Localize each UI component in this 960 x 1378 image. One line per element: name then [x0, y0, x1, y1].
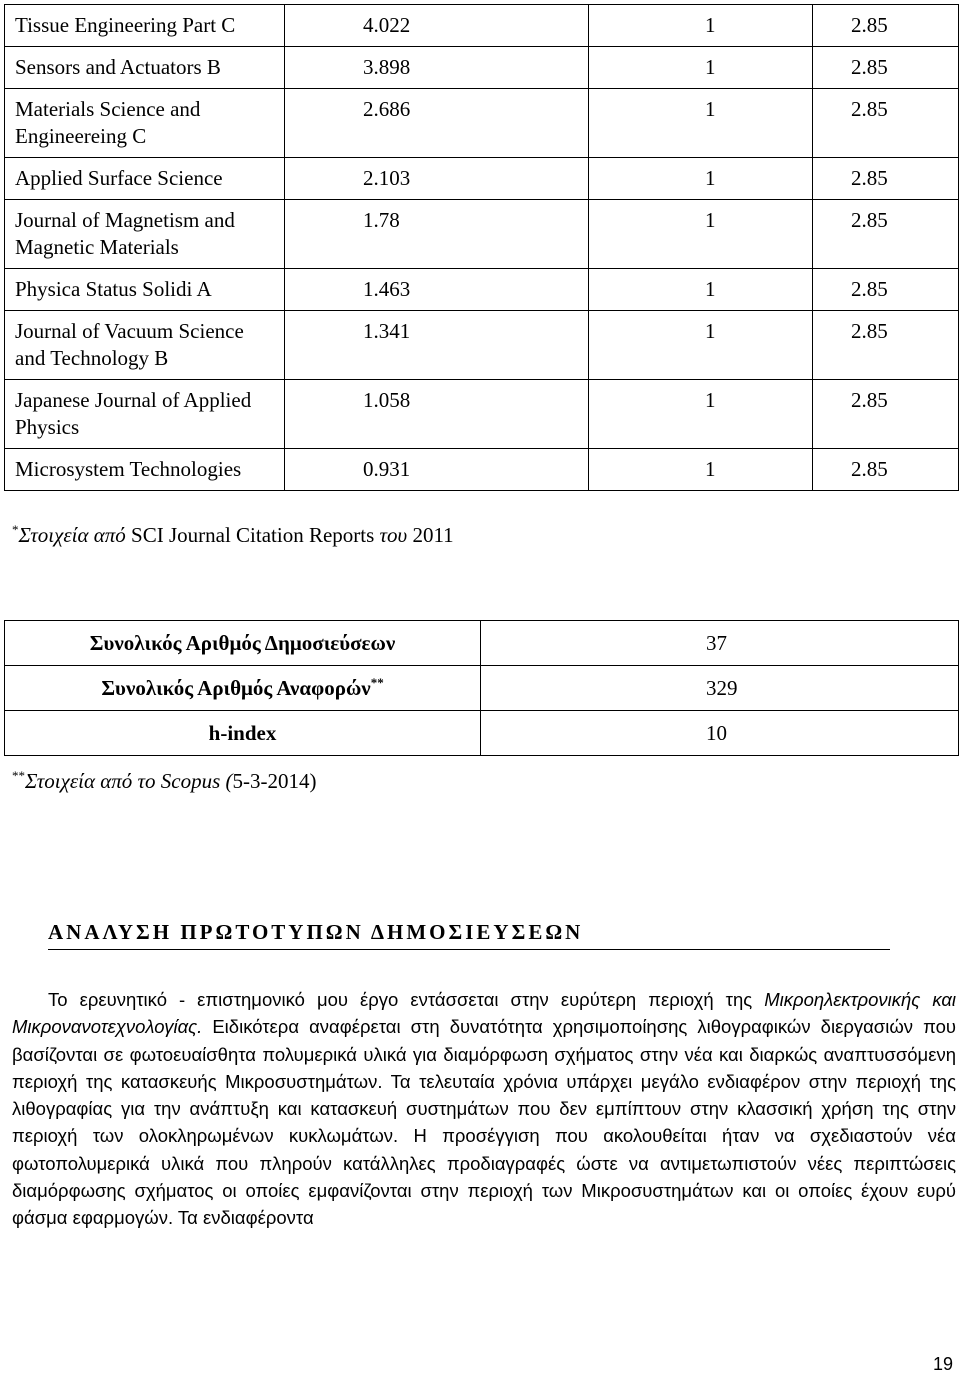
journal-row [5, 47, 959, 89]
journal-row [5, 158, 959, 200]
impact-factor: 2.103 [285, 158, 589, 200]
summary-table [4, 620, 959, 756]
publication-count: 1 [589, 200, 813, 269]
score: 2.85 [813, 47, 959, 89]
publication-count: 1 [589, 269, 813, 311]
scopus-footnote-date: 5-3-2014) [232, 769, 317, 793]
publications-value: 37 [481, 621, 959, 666]
journal-row [5, 311, 959, 380]
publication-count: 1 [589, 449, 813, 491]
impact-factor: 1.463 [285, 269, 589, 311]
citations-label: Συνολικός Αριθμός Αναφορών [101, 675, 371, 700]
journal-name: Physica Status Solidi A [5, 269, 285, 311]
impact-factor: 0.931 [285, 449, 589, 491]
citations-label-cell [5, 666, 481, 711]
publication-count: 1 [589, 89, 813, 158]
score: 2.85 [813, 200, 959, 269]
impact-factor: 2.686 [285, 89, 589, 158]
footnote-italic-prefix: Στοιχεία από [18, 523, 126, 547]
journal-name: Japanese Journal of Applied Physics [5, 380, 285, 449]
journal-row [5, 5, 959, 47]
journal-row [5, 269, 959, 311]
journal-name: Journal of Vacuum Science and Technology B [5, 311, 285, 380]
summary-row-publications [5, 621, 959, 666]
journal-row [5, 200, 959, 269]
footnote-marker: * [12, 522, 19, 537]
footnote-year: 2011 [407, 523, 454, 547]
paragraph-rest: Ειδικότερα αναφέρεται στη δυνατότητα χρησιμοποίησης λιθογραφικών διεργασιών που βασίζονται σε φωτοευαίσθητα πολυμερικά υλικά για διαμόρφωση σχήματος στην νέα και διαρκώς αναπτυσσόμενη περιοχή της κατασκευής Μικροσυστημάτων. Τα τελευταία χρόνια υπάρχει μεγάλο ενδιαφέρον στην περιοχή της λιθογραφίας για την ανάπτυξη και κατασκευή συστημάτων που δεν εμπίπτουν στην κλασσική χρήση της στην περιοχή των ολοκληρωμένων κυκλωμάτων. Η προσέγγιση που ακολουθείται ήταν να σχεδιαστούν νέα φωτοπολυμερικά υλικά που πληρούν κατάλληλες προδιαγραφές ώστε να αντιμετωπιστούν νέες περιπτώσεις διαμόρφωσης σχήματος οι οποίες εμφανίζονται στην περιοχή των Μικροσυστημάτων και οι οποίες έχουν ευρύ φάσμα εφαρμογών. Τα ενδιαφέροντα [12, 1016, 956, 1229]
footnote-source: SCI Journal Citation Reports [125, 523, 380, 547]
footnote-italic-mid: του [379, 523, 408, 547]
hindex-value: 10 [481, 711, 959, 756]
scopus-footnote-marker: ** [12, 768, 25, 783]
publication-count: 1 [589, 158, 813, 200]
journal-name: Sensors and Actuators B [5, 47, 285, 89]
score: 2.85 [813, 311, 959, 380]
journal-name: Applied Surface Science [5, 158, 285, 200]
citations-value: 329 [481, 666, 959, 711]
citations-marker: ** [370, 674, 384, 690]
publication-count: 1 [589, 5, 813, 47]
body-paragraph [12, 986, 956, 1232]
score: 2.85 [813, 89, 959, 158]
journal-name: Journal of Magnetism and Magnetic Materials [5, 200, 285, 269]
publications-label: Συνολικός Αριθμός Δημοσιεύσεων [5, 621, 481, 666]
score: 2.85 [813, 449, 959, 491]
score: 2.85 [813, 5, 959, 47]
score: 2.85 [813, 158, 959, 200]
score: 2.85 [813, 269, 959, 311]
impact-factor: 4.022 [285, 5, 589, 47]
summary-row-hindex [5, 711, 959, 756]
summary-row-citations [5, 666, 959, 711]
impact-factor: 1.058 [285, 380, 589, 449]
publication-count: 1 [589, 47, 813, 89]
journal-name: Microsystem Technologies [5, 449, 285, 491]
hindex-label: h-index [5, 711, 481, 756]
score: 2.85 [813, 380, 959, 449]
journal-row [5, 89, 959, 158]
impact-factor: 1.78 [285, 200, 589, 269]
publication-count: 1 [589, 380, 813, 449]
journal-name: Materials Science and Engineereing C [5, 89, 285, 158]
impact-factor: 3.898 [285, 47, 589, 89]
scopus-footnote-italic: Στοιχεία από το Scopus ( [25, 769, 233, 793]
impact-factor: 1.341 [285, 311, 589, 380]
paragraph-italic: Μικροηλεκτρονικής και Μικρονανοτεχνολογίας. [12, 989, 956, 1038]
citation-reports-footnote [12, 520, 454, 550]
journals-table [4, 4, 959, 491]
scopus-footnote [12, 766, 317, 796]
journal-name: Tissue Engineering Part C [5, 5, 285, 47]
journal-row [5, 449, 959, 491]
page-number: 19 [933, 1354, 954, 1374]
publication-count: 1 [589, 311, 813, 380]
section-heading: ΑΝΑΛΥΣΗ ΠΡΩΤΟΤΥΠΩΝ ΔΗΜΟΣΙΕΥΣΕΩΝ [48, 920, 890, 950]
journal-row [5, 380, 959, 449]
paragraph-start: Το ερευνητικό - επιστημονικό μου έργο εντάσσεται στην ευρύτερη περιοχή της [48, 989, 765, 1010]
